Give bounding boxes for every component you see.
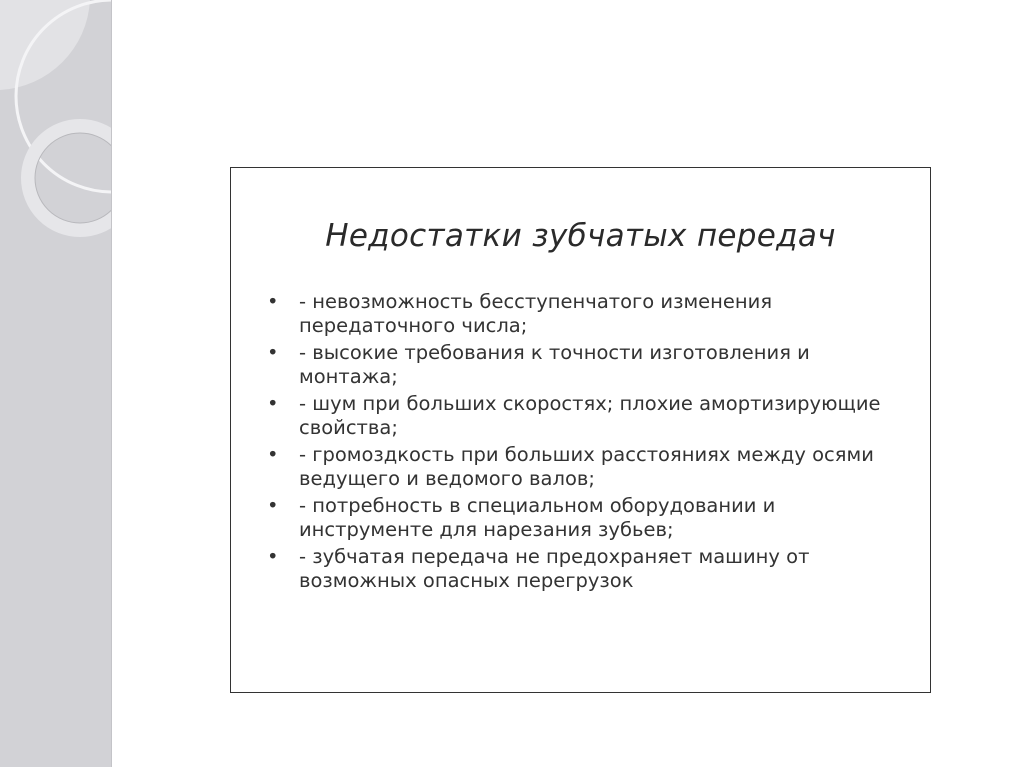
list-item-text: - потребность в специальном оборудовании и инструменте для нарезания зубьев; [299, 494, 776, 541]
list-item [267, 290, 907, 337]
bullet-icon: • [267, 494, 279, 517]
list-item-text: - шум при больших скоростях; плохие амортизирующие свойства; [299, 392, 881, 439]
list-item-text: - зубчатая передача не предохраняет машину от возможных опасных перегрузок [299, 545, 810, 592]
list-item [267, 443, 907, 490]
list-item [267, 494, 907, 541]
list-item [267, 545, 907, 592]
content-frame [230, 167, 931, 693]
list-item [267, 341, 907, 388]
bullet-icon: • [267, 443, 279, 466]
bullet-icon: • [267, 392, 279, 415]
bullet-list [267, 290, 907, 596]
bullet-icon: • [267, 545, 279, 568]
decorative-sidebar [0, 0, 112, 767]
circles-decoration-icon [0, 0, 111, 767]
list-item-text: - громоздкость при больших расстояниях между осями ведущего и ведомого валов; [299, 443, 874, 490]
slide-title: Недостатки зубчатых передач [325, 218, 836, 254]
bullet-icon: • [267, 290, 279, 313]
bullet-icon: • [267, 341, 279, 364]
list-item [267, 392, 907, 439]
list-item-text: - невозможность бесступенчатого изменения передаточного числа; [299, 290, 773, 337]
list-item-text: - высокие требования к точности изготовления и монтажа; [299, 341, 810, 388]
